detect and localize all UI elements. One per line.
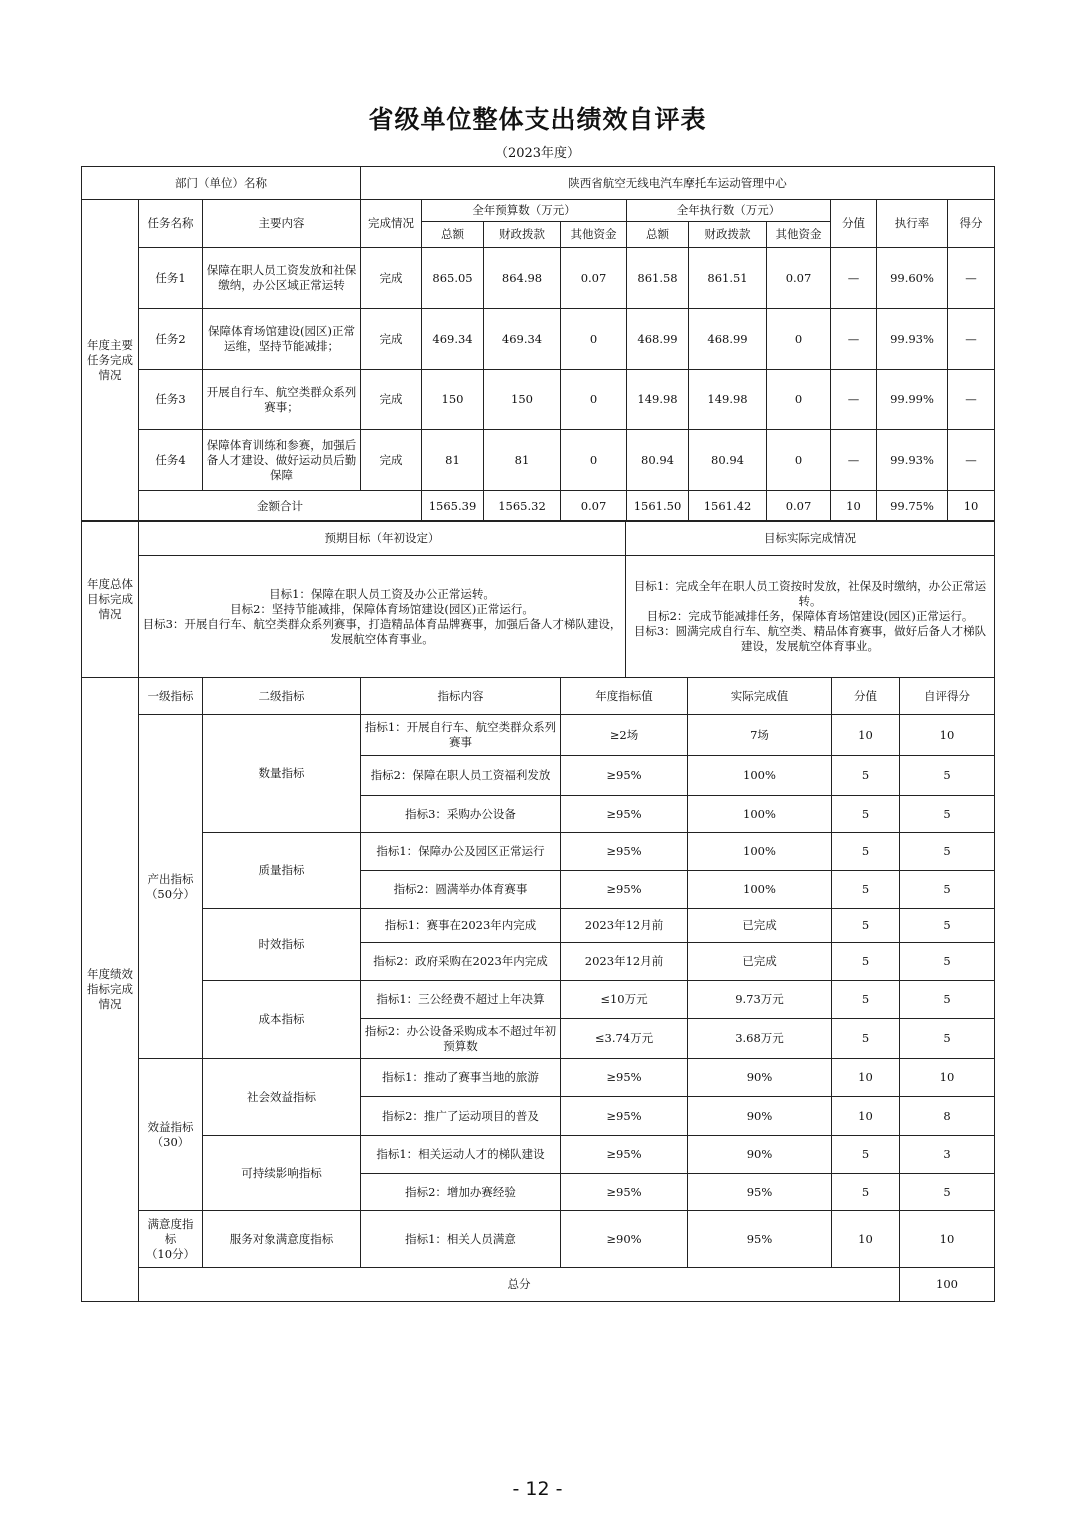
satisfaction-points: （10分） [145, 1246, 196, 1261]
indicator-self-score: 5 [900, 981, 995, 1019]
indicator-score: 5 [832, 1174, 900, 1211]
indicator-self-score: 5 [900, 909, 995, 943]
indicator-self-score: 10 [900, 1059, 995, 1097]
exec-fiscal: 149.98 [689, 370, 767, 430]
output-label: 产出指标 [147, 871, 194, 886]
actual-goal-1: 目标1：完成全年在职人员工资按时发放，社保及时缴纳，办公正常运转。 [633, 579, 987, 608]
indicator-target: ≤3.74万元 [561, 1019, 688, 1059]
total-label: 总分 [139, 1268, 900, 1302]
exec-other: 0.07 [767, 248, 831, 309]
exec-other: 0.07 [767, 491, 831, 522]
indicator-content: 指标2：政府采购在2023年内完成 [361, 943, 561, 981]
task-status: 完成 [361, 370, 422, 430]
expected-goal-2: 目标2：坚持节能减排，保障体育场馆建设(园区)正常运行。 [230, 601, 534, 616]
actual-goal-2: 目标2：完成节能减排任务，保障体育场馆建设(园区)正常运行。 [646, 609, 974, 623]
budget-fiscal: 864.98 [484, 248, 561, 309]
output-points: （50分） [145, 886, 196, 901]
task-content: 保障在职人员工资发放和社保缴纳，办公区域正常运转 [203, 248, 361, 309]
col-rate: 执行率 [877, 200, 948, 248]
expected-goal-3: 目标3：开展自行车、航空类群众系列赛事，打造精品体育品牌赛事，加强后备人才梯队建设，发展航空体育事业。 [142, 616, 622, 646]
budget-fiscal: 150 [484, 370, 561, 430]
indicator-score: 10 [832, 1059, 900, 1097]
col-self-score: 自评得分 [900, 678, 995, 715]
indicator-score: 5 [832, 981, 900, 1019]
timeliness-indicator: 时效指标 [203, 909, 361, 981]
exec-total: 80.94 [627, 430, 689, 491]
report-year: （2023年度） [494, 146, 581, 161]
indicator-actual: 90% [688, 1097, 832, 1136]
col-score: 分值 [832, 678, 900, 715]
exec-total: 1561.50 [627, 491, 689, 522]
exec-total: 861.58 [627, 248, 689, 309]
task-got: — [948, 248, 995, 309]
indicator-content: 指标1：相关运动人才的梯队建设 [361, 1136, 561, 1174]
indicator-content: 指标2：圆满举办体育赛事 [361, 871, 561, 909]
indicator-actual: 9.73万元 [688, 981, 832, 1019]
col-indicator-content: 指标内容 [361, 678, 561, 715]
indicator-actual: 7场 [688, 715, 832, 756]
exec-fiscal: 1561.42 [689, 491, 767, 522]
task-content: 保障体育训练和参赛，加强后备人才建设、做好运动员后勤保障 [203, 430, 361, 491]
indicator-actual: 100% [688, 756, 832, 796]
task-status: 完成 [361, 309, 422, 370]
output-indicator [139, 715, 203, 1059]
indicator-score: 10 [832, 1097, 900, 1136]
table-row [82, 1211, 995, 1268]
indicator-actual: 90% [688, 1059, 832, 1097]
budget-other: 0.07 [561, 248, 627, 309]
budget-total: 81 [422, 430, 484, 491]
indicator-self-score: 5 [900, 833, 995, 871]
page-number: - 12 - [512, 1478, 563, 1500]
col-level1: 一级指标 [139, 678, 203, 715]
goals-table [81, 520, 995, 678]
exec-rate: 99.75% [877, 491, 948, 522]
budget-total: 150 [422, 370, 484, 430]
col-status: 完成情况 [361, 200, 422, 248]
unit-row [82, 167, 995, 200]
indicator-self-score: 8 [900, 1097, 995, 1136]
task-name: 任务4 [139, 430, 203, 491]
exec-rate: 99.99% [877, 370, 948, 430]
indicators-section-label: 年度绩效指标完成情况 [82, 678, 139, 1302]
budget-total: 865.05 [422, 248, 484, 309]
budget-other: 0 [561, 370, 627, 430]
indicator-target: ≥2场 [561, 715, 688, 756]
task-content: 开展自行车、航空类群众系列赛事； [203, 370, 361, 430]
indicator-table [81, 677, 995, 1302]
task-header-row [82, 200, 995, 222]
quantity-indicator: 数量指标 [203, 715, 361, 833]
totals-row [82, 491, 995, 522]
indicator-target: ≥95% [561, 1097, 688, 1136]
col-score: 分值 [831, 200, 877, 248]
indicator-actual: 已完成 [688, 909, 832, 943]
col-executed: 全年执行数（万元） [627, 200, 831, 222]
indicator-content: 指标1：开展自行车、航空类群众系列赛事 [361, 715, 561, 756]
indicator-self-score: 5 [900, 1174, 995, 1211]
col-exec-other: 其他资金 [767, 222, 831, 248]
col-level2: 二级指标 [203, 678, 361, 715]
indicator-score: 10 [832, 715, 900, 756]
cost-indicator: 成本指标 [203, 981, 361, 1059]
indicator-actual: 95% [688, 1174, 832, 1211]
indicator-self-score: 5 [900, 756, 995, 796]
indicator-self-score: 5 [900, 796, 995, 833]
table-row [82, 1136, 995, 1174]
social-benefit-indicator: 社会效益指标 [203, 1059, 361, 1136]
task-status: 完成 [361, 248, 422, 309]
indicator-content: 指标2：办公设备采购成本不超过年初预算数 [361, 1019, 561, 1059]
task-score: — [831, 248, 877, 309]
budget-total: 1565.39 [422, 491, 484, 522]
indicator-content: 指标1：推动了赛事当地的旅游 [361, 1059, 561, 1097]
tasks-section-label: 年度主要任务完成情况 [82, 200, 139, 522]
col-exec-total: 总额 [627, 222, 689, 248]
col-budget-other: 其他资金 [561, 222, 627, 248]
table-row [82, 248, 995, 309]
indicator-score: 5 [832, 833, 900, 871]
indicator-actual: 95% [688, 1211, 832, 1268]
col-budget-total: 总额 [422, 222, 484, 248]
indicator-self-score: 3 [900, 1136, 995, 1174]
unit-label: 部门（单位）名称 [82, 167, 361, 200]
sustainable-indicator: 可持续影响指标 [203, 1136, 361, 1211]
table-row [82, 981, 995, 1019]
indicator-target: 2023年12月前 [561, 909, 688, 943]
table-row [82, 309, 995, 370]
task-got: — [948, 430, 995, 491]
indicator-score: 10 [832, 1211, 900, 1268]
col-budget: 全年预算数（万元） [422, 200, 627, 222]
indicator-score: 5 [832, 871, 900, 909]
indicator-actual: 100% [688, 871, 832, 909]
exec-fiscal: 468.99 [689, 309, 767, 370]
indicator-score: 5 [832, 796, 900, 833]
indicator-target: ≥95% [561, 833, 688, 871]
indicator-actual: 100% [688, 833, 832, 871]
indicator-score: 5 [832, 756, 900, 796]
benefit-points: （30） [151, 1134, 190, 1149]
quality-indicator: 质量指标 [203, 833, 361, 909]
actual-goal-3: 目标3：圆满完成自行车、航空类、精品体育赛事，做好后备人才梯队建设，发展航空体育事业。 [633, 624, 987, 653]
indicator-self-score: 10 [900, 1211, 995, 1268]
exec-total: 149.98 [627, 370, 689, 430]
indicator-target: ≥90% [561, 1211, 688, 1268]
indicator-actual: 已完成 [688, 943, 832, 981]
col-got: 得分 [948, 200, 995, 248]
indicator-content: 指标1：保障办公及园区正常运行 [361, 833, 561, 871]
table-row [82, 370, 995, 430]
table-row [82, 715, 995, 756]
indicator-target: 2023年12月前 [561, 943, 688, 981]
col-budget-fiscal: 财政拨款 [484, 222, 561, 248]
indicator-content: 指标1：相关人员满意 [361, 1211, 561, 1268]
total-score: 100 [900, 1268, 995, 1302]
budget-other: 0 [561, 309, 627, 370]
budget-fiscal: 81 [484, 430, 561, 491]
table-row [82, 430, 995, 491]
table-row [82, 909, 995, 943]
indicator-self-score: 5 [900, 1019, 995, 1059]
indicator-content: 指标2：推广了运动项目的普及 [361, 1097, 561, 1136]
indicator-self-score: 5 [900, 943, 995, 981]
indicator-self-score: 5 [900, 871, 995, 909]
totals-label: 金额合计 [139, 491, 422, 522]
task-got: — [948, 370, 995, 430]
indicator-content: 指标2：增加办赛经验 [361, 1174, 561, 1211]
task-score: — [831, 370, 877, 430]
budget-other: 0 [561, 430, 627, 491]
budget-other: 0.07 [561, 491, 627, 522]
indicator-target: ≥95% [561, 1059, 688, 1097]
indicator-content: 指标1：三公经费不超过上年决算 [361, 981, 561, 1019]
col-exec-fiscal: 财政拨款 [689, 222, 767, 248]
indicator-header-row [82, 678, 995, 715]
task-score: 10 [831, 491, 877, 522]
exec-total: 468.99 [627, 309, 689, 370]
indicator-score: 5 [832, 1019, 900, 1059]
exec-rate: 99.60% [877, 248, 948, 309]
col-task-name: 任务名称 [139, 200, 203, 248]
indicator-actual: 3.68万元 [688, 1019, 832, 1059]
indicator-target: ≤10万元 [561, 981, 688, 1019]
actual-goals-header: 目标实际完成情况 [626, 521, 995, 556]
task-got: 10 [948, 491, 995, 522]
indicator-self-score: 10 [900, 715, 995, 756]
page-title: 省级单位整体支出绩效自评表 [368, 105, 707, 134]
indicator-content: 指标3：采购办公设备 [361, 796, 561, 833]
goals-section-label: 年度总体目标完成情况 [82, 521, 139, 678]
indicator-actual: 90% [688, 1136, 832, 1174]
benefit-indicator [139, 1059, 203, 1211]
indicator-target: ≥95% [561, 1174, 688, 1211]
unit-name: 陕西省航空无线电汽车摩托车运动管理中心 [361, 167, 995, 200]
exec-rate: 99.93% [877, 430, 948, 491]
indicator-target: ≥95% [561, 796, 688, 833]
table-row [82, 1059, 995, 1097]
indicator-score: 5 [832, 943, 900, 981]
satisfaction-indicator [139, 1211, 203, 1268]
task-got: — [948, 309, 995, 370]
task-name: 任务3 [139, 370, 203, 430]
indicator-actual: 100% [688, 796, 832, 833]
exec-other: 0 [767, 430, 831, 491]
exec-other: 0 [767, 370, 831, 430]
col-content: 主要内容 [203, 200, 361, 248]
task-content: 保障体育场馆建设(园区)正常运维，坚持节能减排； [203, 309, 361, 370]
exec-fiscal: 80.94 [689, 430, 767, 491]
task-score: — [831, 309, 877, 370]
task-name: 任务2 [139, 309, 203, 370]
table-row [82, 833, 995, 871]
col-actual: 实际完成值 [688, 678, 832, 715]
indicator-score: 5 [832, 909, 900, 943]
benefit-label: 效益指标 [147, 1119, 194, 1134]
exec-rate: 99.93% [877, 309, 948, 370]
service-satisfaction-indicator: 服务对象满意度指标 [203, 1211, 361, 1268]
exec-fiscal: 861.51 [689, 248, 767, 309]
indicator-score: 5 [832, 1136, 900, 1174]
task-table [81, 166, 995, 522]
satisfaction-label: 满意度指标 [147, 1216, 194, 1246]
expected-goal-1: 目标1：保障在职人员工资及办公正常运转。 [269, 586, 495, 601]
budget-fiscal: 1565.32 [484, 491, 561, 522]
budget-total: 469.34 [422, 309, 484, 370]
indicator-target: ≥95% [561, 1136, 688, 1174]
indicator-target: ≥95% [561, 756, 688, 796]
actual-goals [626, 556, 995, 678]
col-target: 年度指标值 [561, 678, 688, 715]
task-score: — [831, 430, 877, 491]
expected-goals [139, 556, 626, 678]
indicator-content: 指标1：赛事在2023年内完成 [361, 909, 561, 943]
budget-fiscal: 469.34 [484, 309, 561, 370]
expected-goals-header: 预期目标（年初设定） [139, 521, 626, 556]
task-status: 完成 [361, 430, 422, 491]
indicator-target: ≥95% [561, 871, 688, 909]
indicator-content: 指标2：保障在职人员工资福利发放 [361, 756, 561, 796]
task-name: 任务1 [139, 248, 203, 309]
exec-other: 0 [767, 309, 831, 370]
total-row [82, 1268, 995, 1302]
